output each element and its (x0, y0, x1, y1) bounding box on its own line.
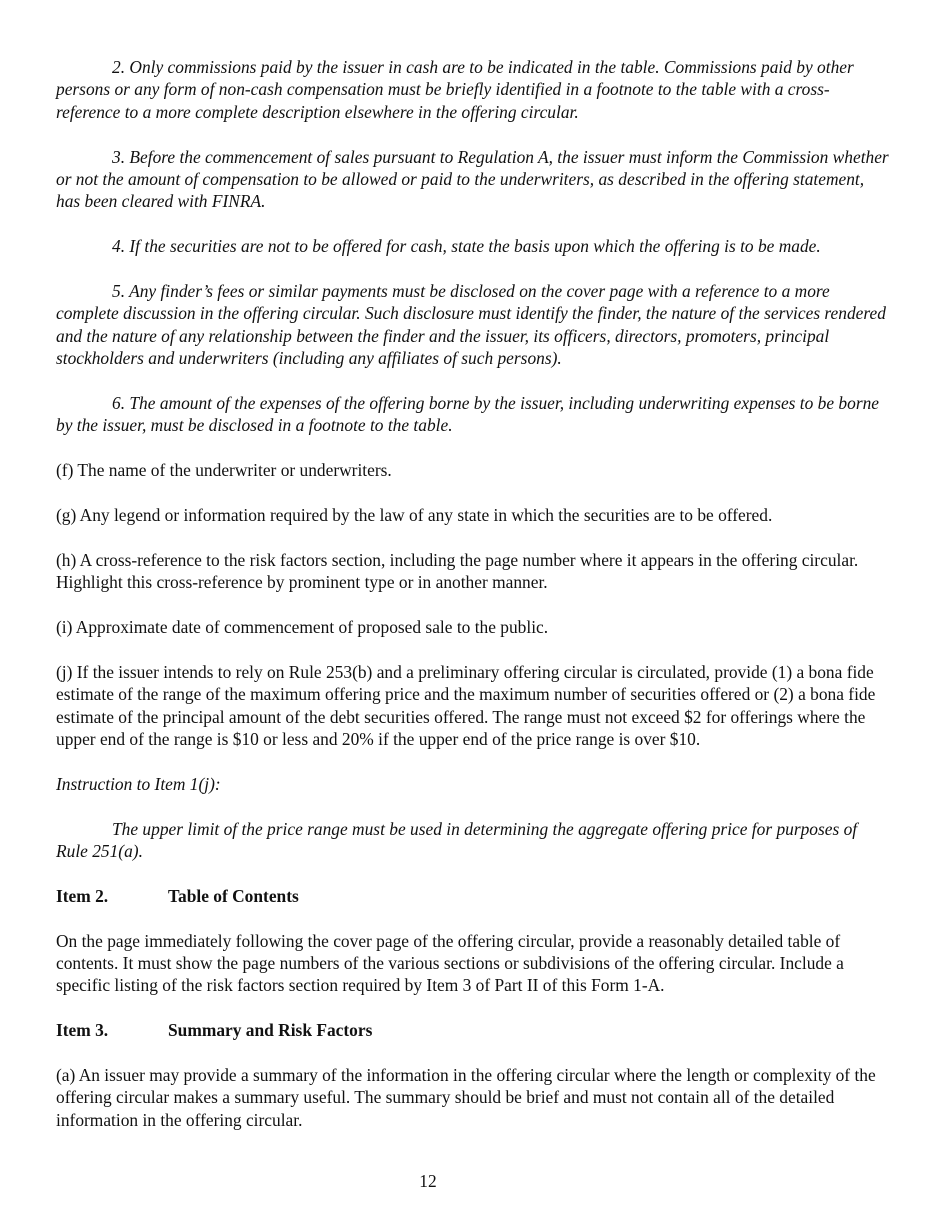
item-f: (f) The name of the underwriter or underwriters. (56, 460, 392, 481)
instruction-2: 2. Only commissions paid by the issuer in cash are to be indicated in the table. Commissions paid by other persons or any form of non-cash compensation must be briefly identified in a footnote to the table with a cross-reference to a more complete description elsewhere in the offering circular. (56, 57, 854, 122)
item-2-body: On the page immediately following the cover page of the offering circular, provide a reasonably detailed table of contents. It must show the page numbers of the various sections or subdivisions of the offering circular. Include a specific listing of the risk factors section required by Item 3 of Part II of this Form 1-A. (56, 930, 844, 996)
item-2-number: Item 2. (56, 885, 109, 906)
instruction-3: 3. Before the commencement of sales pursuant to Regulation A, the issuer must inform the Commission whether or not the amount of compensation to be allowed or paid to the underwriters, as described in the offering statement, has been cleared with FINRA. (56, 146, 889, 212)
instruction-text: The upper limit of the price range must be used in determining the aggregate offering price for purposes of Rule 251(a). (56, 818, 858, 862)
document-page (56, 56, 892, 1154)
item-j: (j) If the issuer intends to rely on Rule 253(b) and a preliminary offering circular is circulated, provide (1) a bona fide estimate of the range of the maximum offering price and the maximum number of securities offered or (2) a bona fide estimate of the principal amount of the debt securities offered. The range must not exceed $2 for offerings where the upper end of the range is $10 or less and 20% if the upper end of the price range is over $10. (56, 661, 876, 750)
page-number: 12 (419, 1171, 437, 1191)
item-h: (h) A cross-reference to the risk factors section, including the page number where it appears in the offering circular. Highlight this cross-reference by prominent type or in another manner. (56, 549, 859, 593)
instruction-4: 4. If the securities are not to be offered for cash, state the basis upon which the offering is to be made. (112, 236, 821, 257)
item-3-heading (56, 1019, 892, 1041)
instruction-heading: Instruction to Item 1(j): (56, 773, 221, 794)
item-i: (i) Approximate date of commencement of proposed sale to the public. (56, 617, 549, 638)
item-3a-body: (a) An issuer may provide a summary of the information in the offering circular where the length or complexity of the offering circular makes a summary useful. The summary should be brief and must not contain all of the detailed information in the offering circular. (56, 1065, 876, 1130)
item-3-number: Item 3. (56, 1020, 109, 1041)
instruction-5: 5. Any finder’s fees or similar payments must be disclosed on the cover page with a reference to a more complete discussion in the offering circular. Such disclosure must identify the finder, the nature of the services rendered and the nature of any relationship between the finder and the issuer, its officers, directors, promoters, principal stockholders and underwriters (including any affiliates of such persons). (56, 281, 886, 369)
instruction-6: 6. The amount of the expenses of the offering borne by the issuer, including underwriting expenses to be borne by the issuer, must be disclosed in a footnote to the table. (56, 393, 880, 436)
item-2-title: Table of Contents (168, 885, 299, 906)
item-3-title: Summary and Risk Factors (168, 1020, 373, 1041)
item-2-heading (56, 885, 892, 907)
item-g: (g) Any legend or information required by the law of any state in which the securities are to be offered. (56, 505, 773, 526)
